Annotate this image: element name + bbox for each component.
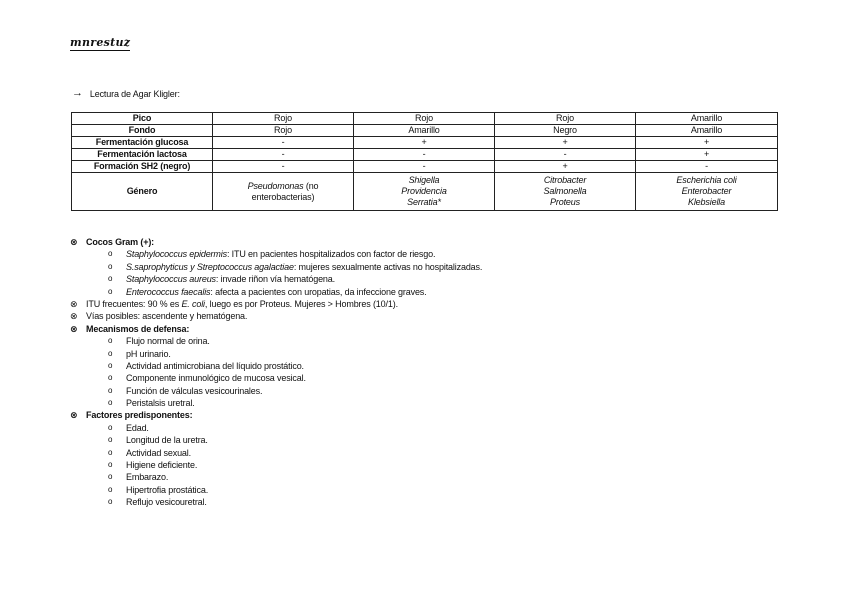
- table-cell: [213, 173, 354, 211]
- table-cell: -: [213, 149, 354, 161]
- sub-item-text: Peristalsis uretral.: [126, 398, 195, 409]
- heading-text: Lectura de Agar Kligler:: [89, 88, 180, 99]
- list-item-cocos: [70, 236, 790, 248]
- table-row-pico: [72, 113, 778, 125]
- sub-item: [70, 273, 790, 285]
- sub-item-text: Flujo normal de orina.: [126, 336, 210, 347]
- bullet-icon: o: [108, 348, 113, 358]
- table-cell: -: [636, 161, 778, 173]
- genus-name: Shigella: [408, 175, 440, 185]
- table-cell: +: [495, 161, 636, 173]
- bullet-icon: o: [108, 286, 113, 296]
- kligler-table: [71, 112, 778, 211]
- table-cell: Amarillo: [636, 113, 778, 125]
- sub-item: [70, 248, 790, 260]
- bullet-icon: o: [108, 398, 113, 408]
- table-cell: Negro: [495, 125, 636, 137]
- bullet-icon: o: [108, 447, 113, 457]
- table-row-sh2: [72, 161, 778, 173]
- bullet-icon: o: [108, 274, 113, 284]
- table-cell: Rojo: [213, 125, 354, 137]
- genus-name: Salmonella: [543, 186, 587, 196]
- genus-name: Citrobacter: [543, 175, 587, 185]
- sub-item-text: Reflujo vesicouretral.: [126, 497, 207, 508]
- table-cell: Rojo: [495, 113, 636, 125]
- sub-item-text: Edad.: [126, 422, 149, 433]
- sub-item-text: S.saprophyticus y Streptococcus agalactiae: mujeres sexualmente activas no hospitalizadas.: [126, 261, 483, 272]
- sub-item-text: Actividad sexual.: [126, 447, 191, 458]
- list-item-text: ITU frecuentes: 90 % es E. coli, luego es por Proteus. Mujeres > Hombres (10/1).: [86, 298, 398, 309]
- circle-x-icon: ⊗: [70, 410, 78, 421]
- table-cell: -: [354, 161, 495, 173]
- sub-item-text: Embarazo.: [126, 472, 169, 483]
- table-row-glucosa: [72, 137, 778, 149]
- section-heading: [72, 88, 180, 99]
- row-header: Pico: [72, 113, 213, 125]
- bullet-icon: o: [108, 497, 113, 507]
- sub-item-text: Componente inmunológico de mucosa vesical.: [126, 373, 306, 384]
- row-header: Fermentación lactosa: [72, 149, 213, 161]
- bullet-icon: o: [108, 472, 113, 482]
- row-header: Formación SH2 (negro): [72, 161, 213, 173]
- table-row-genero: [72, 173, 778, 211]
- bullet-icon: o: [108, 460, 113, 470]
- logo: mnrestuz: [70, 36, 131, 49]
- bullet-icon: o: [108, 373, 113, 383]
- table-cell: Amarillo: [354, 125, 495, 137]
- table-cell: +: [495, 137, 636, 149]
- list-item-title: Mecanismos de defensa:: [86, 323, 190, 334]
- table-cell: -: [213, 137, 354, 149]
- table-cell: [495, 173, 636, 211]
- table-cell: -: [354, 149, 495, 161]
- sub-item-text: Staphylococcus epidermis: ITU en pacientes hospitalizados con factor de riesgo.: [126, 249, 436, 260]
- circle-x-icon: ⊗: [70, 323, 78, 334]
- sub-item: [70, 459, 790, 471]
- circle-x-icon: ⊗: [70, 237, 78, 247]
- sub-item: [70, 422, 790, 434]
- sub-item-text: Staphylococcus aureus: invade riñon vía hematógena.: [126, 274, 335, 285]
- sub-item-text: Hipertrofia prostática.: [126, 484, 209, 495]
- table-cell: +: [636, 137, 778, 149]
- table-cell: [636, 173, 778, 211]
- genus-name: Escherichia coli: [676, 175, 737, 185]
- sub-item-text: Longitud de la uretra.: [126, 435, 208, 446]
- table-cell: +: [636, 149, 778, 161]
- list-item-title: Factores predisponentes:: [86, 410, 193, 421]
- list-item-title: Cocos Gram (+):: [86, 237, 155, 247]
- sub-item-text: pH urinario.: [126, 348, 171, 359]
- genus-name: Providencia: [401, 186, 447, 196]
- genus-note: (no enterobacterias): [251, 180, 319, 202]
- table-cell: Rojo: [213, 113, 354, 125]
- row-header: Género: [72, 173, 213, 211]
- table-row-lactosa: [72, 149, 778, 161]
- bullet-icon: o: [108, 435, 113, 445]
- bullet-icon: o: [108, 422, 113, 432]
- genus-name: Klebsiella: [687, 197, 726, 207]
- circle-x-icon: ⊗: [70, 298, 78, 309]
- bullet-icon: o: [108, 385, 113, 395]
- sub-item-text: Actividad antimicrobiana del líquido prostático.: [126, 360, 304, 371]
- list-item-factores: [70, 409, 790, 421]
- table-cell: Amarillo: [636, 125, 778, 137]
- bullet-icon: o: [108, 249, 113, 259]
- table-cell: -: [213, 161, 354, 173]
- arrow-icon: →: [72, 87, 83, 99]
- sub-item: [70, 261, 790, 273]
- table-cell: Rojo: [354, 113, 495, 125]
- sub-item: [70, 447, 790, 459]
- sub-item-text: Higiene deficiente.: [126, 460, 198, 471]
- bullet-icon: o: [108, 484, 113, 494]
- sub-item: [70, 434, 790, 446]
- row-header: Fondo: [72, 125, 213, 137]
- sub-item-text: Enterococcus faecalis: afecta a pacientes con uropatias, da infeccione graves.: [126, 286, 427, 297]
- sub-item: [70, 335, 790, 347]
- genus-name: Pseudomonas: [247, 180, 304, 191]
- bullet-icon: o: [108, 360, 113, 370]
- sub-item: [70, 484, 790, 496]
- list-item-itu: [70, 298, 790, 310]
- sub-item: [70, 385, 790, 397]
- list-item-mecanismos: [70, 323, 790, 335]
- sub-item: [70, 496, 790, 508]
- circle-x-icon: ⊗: [70, 311, 78, 322]
- table-row-fondo: [72, 125, 778, 137]
- table-cell: -: [495, 149, 636, 161]
- list-item-text: Vías posibles: ascendente y hematógena.: [86, 311, 248, 322]
- sub-item-text: Función de válculas vesicourinales.: [126, 385, 263, 396]
- genus-name: Enterobacter: [681, 186, 732, 196]
- notes-list: [70, 236, 790, 509]
- sub-item: [70, 397, 790, 409]
- bullet-icon: o: [108, 336, 113, 346]
- table-cell: +: [354, 137, 495, 149]
- table-cell: [354, 173, 495, 211]
- sub-item: [70, 372, 790, 384]
- genus-name: Serratia*: [407, 197, 441, 207]
- list-item-vias: [70, 310, 790, 322]
- sub-item: [70, 360, 790, 372]
- sub-item: [70, 286, 790, 298]
- genus-name: Proteus: [550, 197, 580, 207]
- sub-item: [70, 348, 790, 360]
- bullet-icon: o: [108, 261, 113, 271]
- sub-item: [70, 471, 790, 483]
- row-header: Fermentación glucosa: [72, 137, 213, 149]
